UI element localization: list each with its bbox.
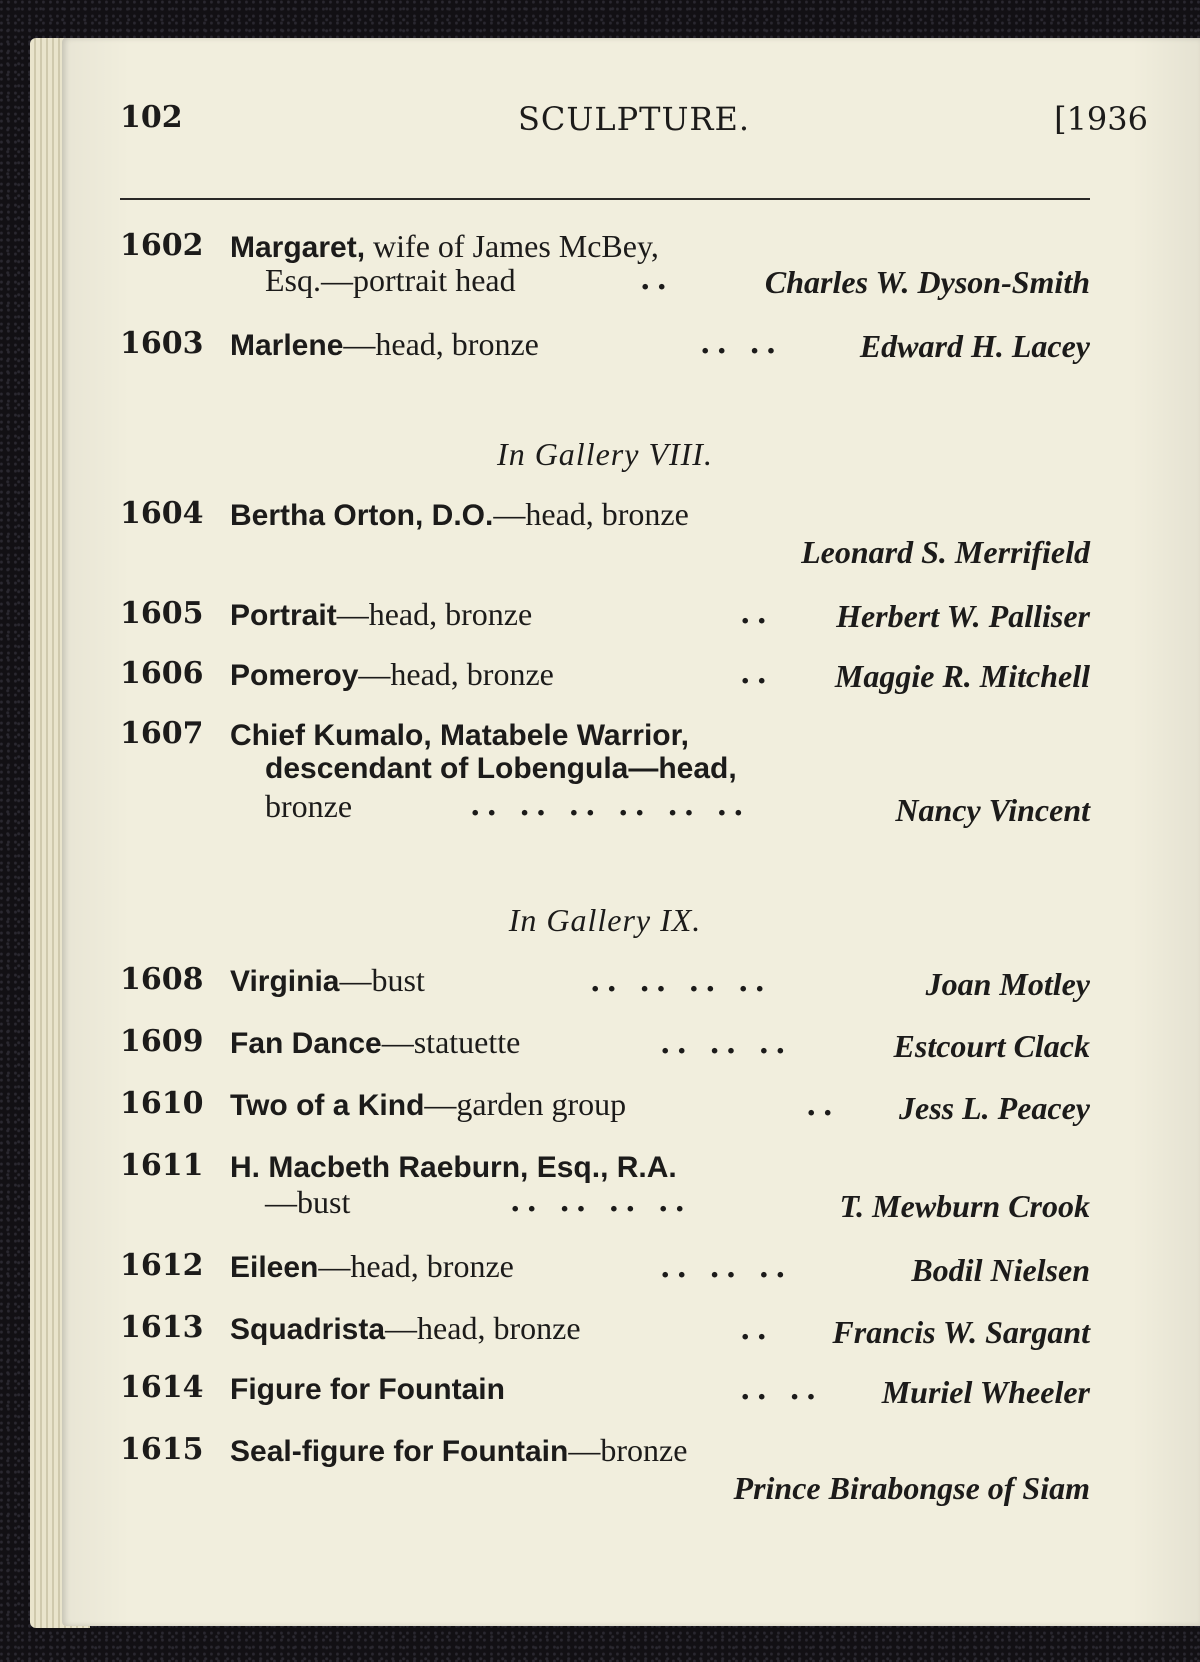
entry-title-main: Figure for Fountain <box>230 1373 505 1406</box>
entry-artist: Maggie R. Mitchell <box>834 658 1090 694</box>
entry-title-main: Bertha Orton, D.O. <box>230 499 494 532</box>
catalogue-entry <box>120 326 1090 366</box>
entry-title <box>230 1248 514 1285</box>
entry-title <box>230 596 532 633</box>
leader-dots: .. .. .. <box>660 1026 792 1061</box>
entry-continuation: —bust <box>265 1184 351 1220</box>
header-year: [1936 <box>1054 100 1148 138</box>
gallery-heading-ix: In Gallery IX. <box>508 902 702 938</box>
catalogue-entry <box>120 1310 1090 1350</box>
leader-dots: .. .. .. .. <box>510 1184 691 1219</box>
entry-number: 1602 <box>120 228 204 263</box>
entry-title-main: H. Macbeth Raeburn, Esq., R.A. <box>230 1151 677 1184</box>
entry-title <box>230 1148 677 1185</box>
catalogue-entry <box>120 716 1090 836</box>
entry-title <box>230 962 425 999</box>
entry-title-rest: —head, bronze <box>336 596 533 632</box>
entry-artist: Herbert W. Palliser <box>836 598 1090 634</box>
entry-title-rest: —head, bronze <box>358 656 554 692</box>
page-title: SCULPTURE. <box>517 100 751 138</box>
entry-continuation: bronze <box>265 788 353 824</box>
catalogue-entry <box>120 1432 1090 1512</box>
entry-title-rest: —bronze <box>568 1432 688 1468</box>
entry-title-rest: —head, bronze <box>343 326 539 362</box>
entry-number: 1611 <box>120 1148 204 1183</box>
entry-artist: Edward H. Lacey <box>859 328 1090 364</box>
entry-continuation: descendant of Lobengula—head, <box>265 752 737 785</box>
entry-title-rest: —head, bronze <box>493 496 689 532</box>
page-number: 102 <box>120 100 183 135</box>
catalogue-entry <box>120 1024 1090 1064</box>
entry-artist: Estcourt Clack <box>893 1028 1090 1064</box>
leader-dots: .. <box>806 1088 839 1123</box>
catalogue-entry <box>120 496 1090 576</box>
header-rule <box>120 198 1090 200</box>
catalogue-entry <box>120 228 1090 308</box>
leader-dots: .. .. <box>700 326 783 361</box>
entry-number: 1604 <box>120 496 204 531</box>
entry-number: 1610 <box>120 1086 204 1121</box>
entry-artist: T. Mewburn Crook <box>839 1188 1090 1224</box>
entry-number: 1607 <box>120 716 204 751</box>
entry-artist: Nancy Vincent <box>895 792 1090 828</box>
gallery-heading-viii: In Gallery VIII. <box>497 436 713 472</box>
catalogue-entry <box>120 1248 1090 1288</box>
catalogue-entry <box>120 962 1090 1002</box>
leader-dots: .. .. .. .. .. .. <box>470 788 750 823</box>
entry-title-main: Virginia <box>230 965 340 998</box>
entry-title-main: Chief Kumalo, Matabele Warrior, <box>230 719 689 752</box>
entry-artist: Jess L. Peacey <box>898 1090 1090 1126</box>
catalogue-entry <box>120 1086 1090 1126</box>
entry-title-main: Seal-figure for Fountain <box>230 1435 569 1468</box>
page-header <box>120 100 1148 156</box>
leader-dots: .. <box>740 1312 773 1347</box>
entry-number: 1605 <box>120 596 204 631</box>
entry-title-rest: —head, bronze <box>318 1248 514 1284</box>
leader-dots: .. <box>740 596 773 631</box>
entry-title <box>230 1310 581 1347</box>
entry-number: 1612 <box>120 1248 204 1283</box>
entry-title <box>230 326 539 363</box>
leader-dots: .. <box>640 262 673 297</box>
entry-title <box>230 496 689 533</box>
entry-title-rest: wife of James McBey, <box>365 228 659 264</box>
entry-title-main: Marlene <box>230 329 344 362</box>
entry-number: 1613 <box>120 1310 204 1345</box>
leader-dots: .. .. .. .. <box>590 964 771 999</box>
entry-artist: Muriel Wheeler <box>881 1374 1090 1410</box>
entry-title-main: Margaret, <box>230 231 366 264</box>
entry-title-main: Two of a Kind <box>230 1089 425 1122</box>
entry-title <box>230 716 689 753</box>
entry-title-main: Pomeroy <box>230 659 359 692</box>
entry-artist: Bodil Nielsen <box>911 1252 1090 1288</box>
entry-title <box>230 1086 626 1123</box>
entry-number: 1615 <box>120 1432 204 1467</box>
entry-title <box>230 228 659 265</box>
entry-title <box>230 1024 520 1061</box>
leader-dots: .. <box>740 656 773 691</box>
entry-artist: Francis W. Sargant <box>832 1314 1090 1350</box>
catalogue-entry <box>120 656 1090 696</box>
entry-title-main: Portrait <box>230 599 337 632</box>
entry-title-rest: —head, bronze <box>385 1310 581 1346</box>
entry-title <box>230 1370 505 1407</box>
entry-artist: Leonard S. Merrifield <box>801 534 1090 570</box>
entry-title-main: Squadrista <box>230 1313 386 1346</box>
entry-title-rest: —garden group <box>424 1086 627 1122</box>
entry-number: 1609 <box>120 1024 204 1059</box>
leader-dots: .. .. <box>740 1372 823 1407</box>
entry-number: 1608 <box>120 962 204 997</box>
entry-artist: Joan Motley <box>925 966 1090 1002</box>
entry-title-main: Eileen <box>230 1251 319 1284</box>
entry-title <box>230 1432 687 1469</box>
leader-dots: .. .. .. <box>660 1250 792 1285</box>
entry-number: 1603 <box>120 326 204 361</box>
entry-title <box>230 656 554 693</box>
catalogue-entry <box>120 1148 1090 1228</box>
entry-artist: Charles W. Dyson-Smith <box>764 264 1090 300</box>
entry-title-main: Fan Dance <box>230 1027 382 1060</box>
entry-number: 1606 <box>120 656 204 691</box>
catalogue-entry <box>120 596 1090 636</box>
entry-title-rest: —bust <box>339 962 425 998</box>
catalogue-entry <box>120 1370 1090 1410</box>
entry-continuation: Esq.—portrait head <box>265 262 516 298</box>
entry-title-rest: —statuette <box>381 1024 521 1060</box>
entry-artist: Prince Birabongse of Siam <box>733 1470 1090 1506</box>
entry-number: 1614 <box>120 1370 204 1405</box>
